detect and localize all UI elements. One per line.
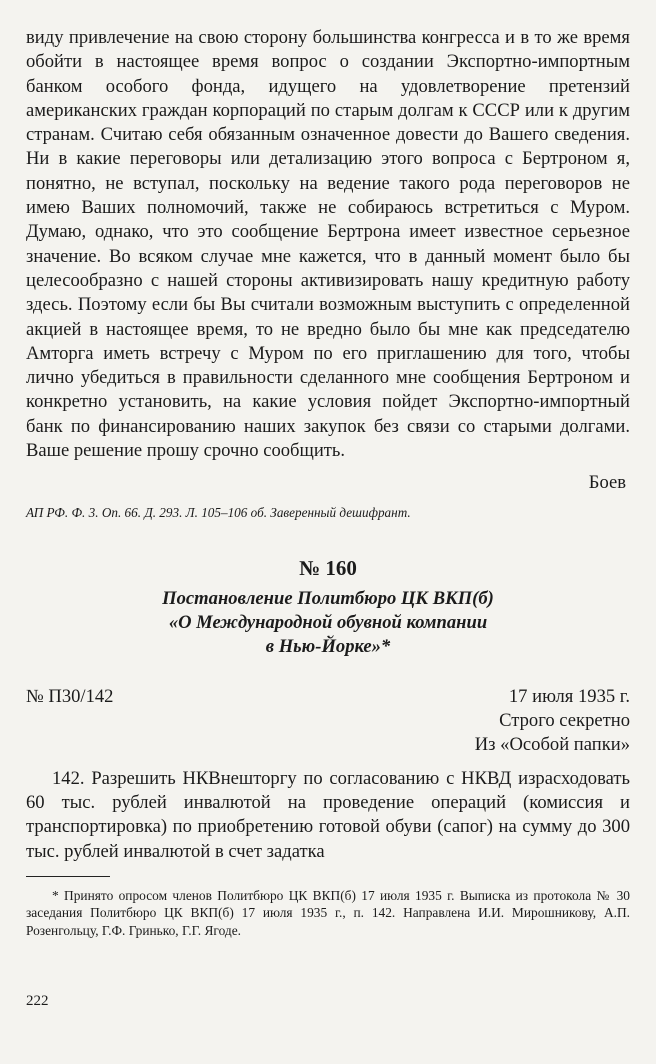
letter-body: виду привлечение на свою сторону большинства конгресса и в то же время обойти в настоящее время вопрос о создании Экспортно-импортным банком особого фонда, идущего на удовлетворение претензий американских граждан корпораций по старым долгам к СССР или к другим странам. Считаю себя обязанным означенное довести до Вашего сведения. Ни в какие переговоры или детализацию этого вопроса с Бертроном я, понятно, не вступал, поскольку на ведение такого рода переговоров не имею Ваших полномочий, также не собираюсь встретиться с Муром. Думаю, однако, что это сообщение Бертрона имеет известное серьезное значение. Во всяком случае мне кажется, что в данный момент было бы целесообразно с нашей стороны активизировать нашу кредитную работу здесь. Поэтому если бы Вы считали возможным выступить с определенной акцией в настоящее время, то не вредно было бы мне как председателю Амторга иметь встречу с Муром по его приглашению для того, чтобы лично убедиться в правильности сделанного мне сообщения Бертроном и конкретно установить, на какие условия пойдет Экспортно-импортный банк по финансированию наших закупок без связи со старыми долгами. Ваше решение прошу срочно сообщить. [26, 27, 630, 462]
document-meta-right [475, 685, 630, 757]
classification-stamp: Строго секретно [499, 709, 630, 731]
footnote: * Принято опросом членов Политбюро ЦК ВКП(б) 17 июля 1935 г. Выписка из протокола № 30 заседания Политбюро ЦК ВКП(б) 17 июля 1935 г., п. 142. Направлена И.И. Мирошникову, А.П. Розенгольцу, Г.Ф. Гринько, Г.Г. Ягоде. [26, 887, 630, 938]
document-number: № 160 [299, 555, 357, 580]
letter-signature: Боев [588, 472, 626, 494]
document-meta [26, 685, 630, 757]
document-title-line-3: в Нью-Йорке»* [265, 635, 391, 657]
document-title-line-1: Постановление Политбюро ЦК ВКП(б) [162, 587, 494, 609]
document-title-line-2: «О Международной обувной компании [168, 611, 488, 633]
protocol-number: № П30/142 [26, 685, 114, 707]
footnote-divider [26, 876, 110, 877]
archive-reference: АП РФ. Ф. 3. Оп. 66. Д. 293. Л. 105–106 об. Заверенный дешифрант. [26, 504, 411, 520]
document-date: 17 июля 1935 г. [508, 685, 630, 707]
page-number: 222 [26, 993, 49, 1009]
book-page [26, 26, 630, 939]
resolution-paragraph: 142. Разрешить НКВнешторгу по согласованию с НКВД израсходовать 60 тыс. рублей инвалютой на проведение операций (комиссия и транспортировка) по приобретению готовой обуви (сапог) на сумму до 300 тыс. рублей инвалютой в счет задатка [26, 767, 630, 862]
source-folder: Из «Особой папки» [474, 733, 630, 755]
